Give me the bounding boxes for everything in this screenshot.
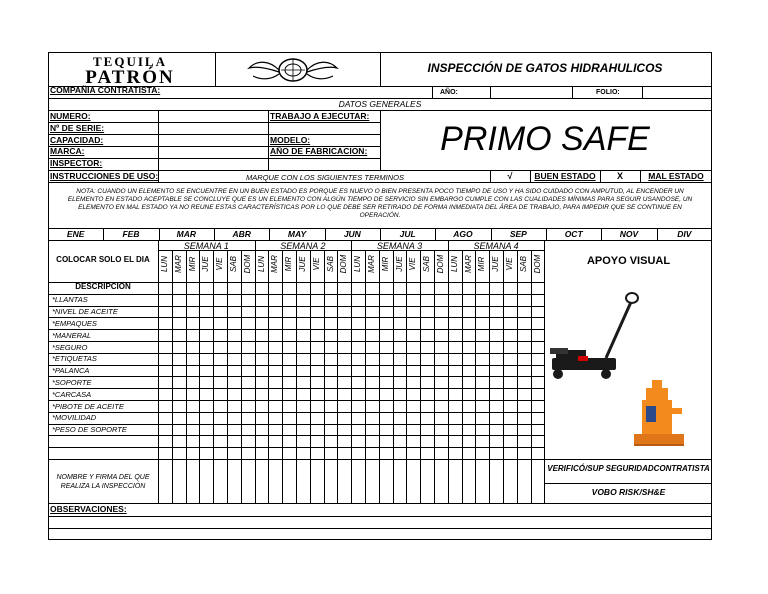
grid-vline	[435, 228, 436, 240]
month-ene: ENE	[66, 229, 85, 239]
folio-label: FOLIO:	[596, 89, 620, 96]
legend-good: BUEN ESTADO	[534, 171, 596, 181]
grid-vline	[214, 228, 215, 240]
bee-logo-icon	[245, 56, 341, 84]
item-row-label: *MANERAL	[52, 330, 92, 340]
grid-hline	[48, 86, 712, 87]
day-label: JUE	[297, 256, 307, 272]
grid-hline	[48, 447, 544, 448]
item-row-label: *EMPAQUES	[52, 318, 97, 328]
grid-vline	[491, 228, 492, 240]
legend-bad: MAL ESTADO	[648, 171, 704, 181]
grid-hline	[48, 412, 544, 413]
grid-hline	[48, 170, 712, 171]
description-label: DESCRIPCION	[75, 282, 131, 291]
grid-hline	[48, 282, 544, 283]
grid-hline	[48, 400, 544, 401]
day-label: DOM	[532, 254, 542, 274]
grid-hline	[48, 182, 712, 183]
week-1: SEMANA 1	[183, 241, 229, 251]
item-row-label: *NIVEL DE ACEITE	[52, 307, 118, 317]
grid-hline	[48, 365, 544, 366]
grid-hline	[48, 329, 544, 330]
grid-vline	[490, 170, 491, 182]
day-label: MIR	[187, 256, 197, 272]
grid-vline	[530, 170, 531, 182]
grid-hline	[48, 435, 544, 436]
instructions-text: MARQUE CON LOS SIGUIENTES TERMINOS	[246, 173, 404, 182]
field-serie: Nº DE SERIE:	[50, 123, 105, 133]
grid-hline	[48, 528, 712, 529]
day-label: MAR	[270, 255, 280, 273]
day-label: SAB	[422, 256, 432, 273]
brand-line2: PATRÓN	[85, 67, 175, 88]
day-label: LUN	[159, 256, 169, 273]
grid-vline	[600, 170, 601, 182]
grid-vline	[490, 86, 491, 98]
verified-label: VERIFICÓ/SUP SEGURIDADCONTRATISTA	[547, 464, 710, 473]
month-jun: JUN	[343, 229, 361, 239]
day-label: MIR	[284, 256, 294, 272]
grid-vline	[215, 52, 216, 86]
signature-label-1: NOMBRE Y FIRMA DEL QUE	[56, 474, 150, 481]
day-label: DOM	[242, 254, 252, 274]
field-anio-fab: AÑO DE FABRICACION:	[270, 146, 368, 156]
grid-hline	[48, 516, 712, 517]
item-row-label: *PESO DE SOPORTE	[52, 425, 127, 435]
grid-hline	[48, 240, 712, 241]
floor-jack-icon	[548, 290, 648, 386]
grid-hline	[48, 158, 380, 159]
month-div: DIV	[677, 229, 692, 239]
week-2: SEMANA 2	[280, 241, 326, 251]
bottle-jack-icon	[630, 378, 690, 448]
grid-vline	[325, 228, 326, 240]
grid-hline	[48, 341, 544, 342]
month-jul: JUL	[399, 229, 416, 239]
legend-x: X	[616, 171, 623, 181]
grid-vline	[642, 86, 643, 98]
grid-vline	[640, 170, 641, 182]
week-3: SEMANA 3	[376, 241, 423, 251]
grid-vline	[380, 228, 381, 240]
field-trabajo: TRABAJO A EJECUTAR:	[270, 111, 370, 121]
field-marca: MARCA:	[50, 146, 85, 156]
company-name: PRIMO SAFE	[440, 120, 650, 158]
grid-hline	[544, 483, 712, 484]
grid-vline	[255, 240, 256, 503]
grid-vline	[351, 240, 352, 503]
grid-vline	[268, 110, 269, 170]
grid-hline	[48, 424, 544, 425]
grid-vline	[448, 240, 449, 503]
week-4: SEMANA 4	[473, 241, 519, 251]
day-label: LUN	[353, 256, 363, 273]
day-label: DOM	[435, 254, 445, 274]
grid-vline	[158, 110, 159, 170]
contractor-label: COMPAÑIA CONTRATISTA:	[50, 85, 161, 95]
day-label: MIR	[380, 256, 390, 272]
month-may: MAY	[287, 229, 307, 239]
grid-vline	[380, 110, 381, 170]
day-label: SAB	[228, 256, 238, 273]
year-label: AÑO:	[440, 89, 458, 96]
day-label: MAR	[173, 255, 183, 273]
grid-vline	[544, 240, 545, 503]
grid-hline	[48, 98, 712, 99]
grid-hline	[48, 388, 544, 389]
item-row-label: *SOPORTE	[52, 377, 92, 387]
item-row-label: *PIBOTE DE ACEITE	[52, 401, 124, 411]
grid-vline	[432, 86, 433, 98]
grid-hline	[48, 146, 380, 147]
grid-hline	[48, 294, 544, 295]
field-capacidad: CAPACIDAD:	[50, 135, 104, 145]
day-label: MAR	[366, 255, 376, 273]
grid-vline	[158, 240, 159, 503]
month-abr: ABR	[232, 229, 251, 239]
grid-hline	[48, 122, 380, 123]
day-label: VIE	[504, 257, 514, 271]
general-data-title: DATOS GENERALES	[338, 99, 422, 109]
visual-label: APOYO VISUAL	[586, 255, 671, 267]
day-label: LUN	[449, 256, 459, 273]
day-label: VIE	[408, 257, 418, 271]
signature-label-2: REALIZA LA INSPECCIÓN	[60, 483, 146, 490]
day-label: VIE	[311, 257, 321, 271]
month-ago: AGO	[453, 229, 473, 239]
day-label: JUE	[201, 256, 211, 272]
month-sep: SEP	[509, 229, 527, 239]
grid-hline	[48, 376, 544, 377]
day-label: MIR	[477, 256, 487, 272]
item-row-label: *SEGURO	[52, 342, 88, 352]
grid-vline	[159, 228, 160, 240]
grid-vline	[103, 228, 104, 240]
grid-vline	[657, 228, 658, 240]
item-row-label: *ETIQUETAS	[52, 354, 97, 364]
item-row-label: *LLANTAS	[52, 295, 88, 305]
grid-vline	[546, 228, 547, 240]
note-line-2: ELEMENTO EN ESTADO ACEPTABLE SE CONCLUYE QUE ES UN ELEMENTO CON ALGÚN TIEMPO DE SERVICIO SIN EMBARGO CUMPLE CON LAS CUALIDADES MÍNIMAS PARA SEGUIR USANDOSE, UN	[67, 196, 693, 203]
item-row-label: *PALANCA	[52, 366, 90, 376]
day-label: MAR	[463, 255, 473, 273]
grid-hline	[48, 317, 544, 318]
field-numero: NUMERO:	[50, 111, 91, 121]
grid-vline	[601, 228, 602, 240]
note-line-4: OPERACIÓN.	[359, 212, 401, 219]
observations-label: OBSERVACIONES:	[50, 504, 127, 514]
grid-hline	[48, 459, 712, 460]
note-line-3: ELEMENTO EN MAL ESTADO YA NO REUNE ESTAS CARACTERÍSTICAS POR LO QUE DEBE SER RETIRADO DE FORMA INMEDIATA DEL ÁREA DE TRABAJO, PARA IMPEDIR QUE SE CONTINUE EN	[78, 204, 682, 211]
day-label: LUN	[256, 256, 266, 273]
grid-hline	[158, 250, 544, 251]
day-label: SAB	[518, 256, 528, 273]
color-label: COLOCAR SOLO EL DIA	[56, 255, 150, 264]
day-label: VIE	[215, 257, 225, 271]
form-title: INSPECCIÓN DE GATOS HIDRAHULICOS	[427, 61, 663, 75]
grid-hline	[48, 306, 544, 307]
brand-line1: TEQUILA	[93, 54, 167, 69]
day-label: JUE	[394, 256, 404, 272]
grid-vline	[158, 170, 159, 182]
grid-vline	[572, 86, 573, 98]
month-oct: OCT	[564, 229, 583, 239]
grid-vline	[380, 52, 381, 86]
instructions-label: INSTRUCCIONES DE USO:	[50, 171, 159, 181]
day-label: JUE	[491, 256, 501, 272]
day-label: SAB	[325, 256, 335, 273]
grid-vline	[269, 228, 270, 240]
field-modelo: MODELO:	[270, 135, 311, 145]
grid-hline	[48, 503, 712, 504]
field-inspector: INSPECTOR:	[50, 158, 103, 168]
grid-hline	[48, 353, 544, 354]
note-line-1: NOTA: CUANDO UN ELEMENTO SE ENCUENTRE EN UN BUEN ESTADO ES PORQUE ES NUEVO O BIEN PRESENTA POCO TIEMPO DE USO Y HA SIDO CUIDADO CON AMPUTUD, AL ENCENDER UN	[76, 188, 684, 195]
month-mar: MAR	[176, 229, 196, 239]
day-label: DOM	[339, 254, 349, 274]
month-nov: NOV	[619, 229, 639, 239]
item-row-label: *MOVILIDAD	[52, 413, 97, 423]
month-feb: FEB	[122, 229, 140, 239]
vobo-label: VOBO RISK/SH&E	[591, 487, 666, 497]
grid-hline	[48, 134, 380, 135]
item-row-label: *CARCASA	[52, 389, 92, 399]
legend-check: √	[507, 171, 513, 181]
